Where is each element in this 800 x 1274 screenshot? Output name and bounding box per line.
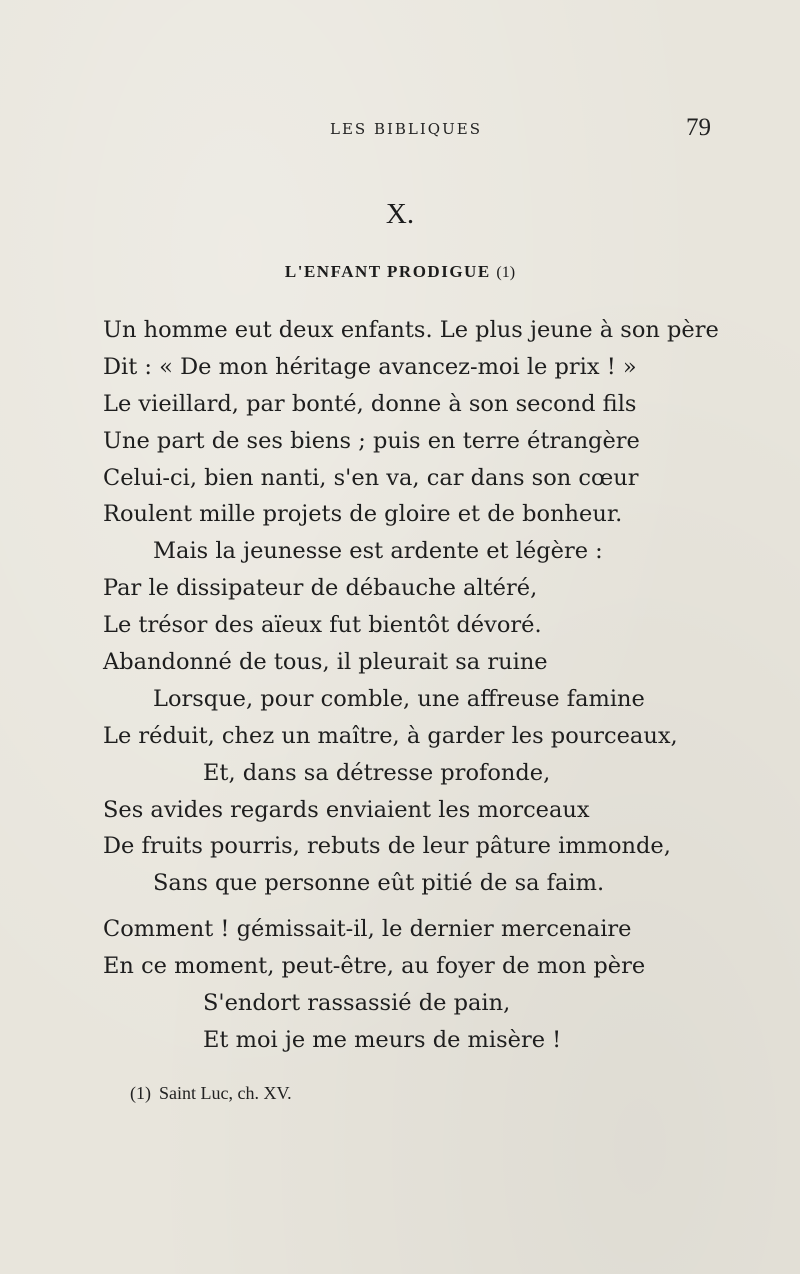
poem-title-text: L'ENFANT PRODIGUE [284,262,491,281]
footnote-text: Saint Luc, ch. XV. [159,1083,292,1103]
poem-line: Lorsque, pour comble, une affreuse famine [153,685,645,712]
page-number: 79 [686,114,711,141]
poem-line: Dit : « De mon héritage avancez-moi le prix ! » [103,353,637,380]
poem-line: Le trésor des aïeux fut bientôt dévoré. [103,612,542,639]
footnote [130,1083,292,1104]
poem-line: Roulent mille projets de gloire et de bonheur. [103,501,623,528]
poem-line: Par le dissipateur de débauche altéré, [103,575,538,602]
poem-line: Mais la jeunesse est ardente et légère : [153,538,603,565]
poem-line: Et moi je me meurs de misère ! [203,1026,562,1053]
poem-line: Le vieillard, par bonté, donne à son second fils [103,390,637,417]
stanza-2 [103,911,763,1059]
section-number: X. [385,198,415,230]
poem-title [0,262,800,282]
poem-line: Celui-ci, bien nanti, s'en va, car dans son cœur [103,464,639,491]
poem-line: Sans que personne eût pitié de sa faim. [153,870,605,897]
footnote-reference: (1) [496,264,516,281]
poem-line: Une part de ses biens ; puis en terre étrangère [103,427,640,454]
poem-line: Comment ! gémissait-il, le dernier mercenaire [103,916,632,942]
poem-line: S'endort rassassié de pain, [203,989,511,1016]
footnote-marker: (1) [130,1083,151,1103]
poem-line: De fruits pourris, rebuts de leur pâture immonde, [103,833,671,860]
running-title: LES BIBLIQUES [330,120,482,138]
poem-line: En ce moment, peut-être, au foyer de mon père [103,952,646,979]
poem-line: Abandonné de tous, il pleurait sa ruine [103,649,548,676]
poem-line: Un homme eut deux enfants. Le plus jeune à son père [103,317,719,343]
poem-line: Le réduit, chez un maître, à garder les pourceaux, [103,722,678,749]
poem-line: Et, dans sa détresse profonde, [203,759,551,786]
poem-line: Ses avides regards enviaient les morceaux [103,796,590,823]
running-head [0,114,800,142]
stanza-1 [103,312,763,902]
